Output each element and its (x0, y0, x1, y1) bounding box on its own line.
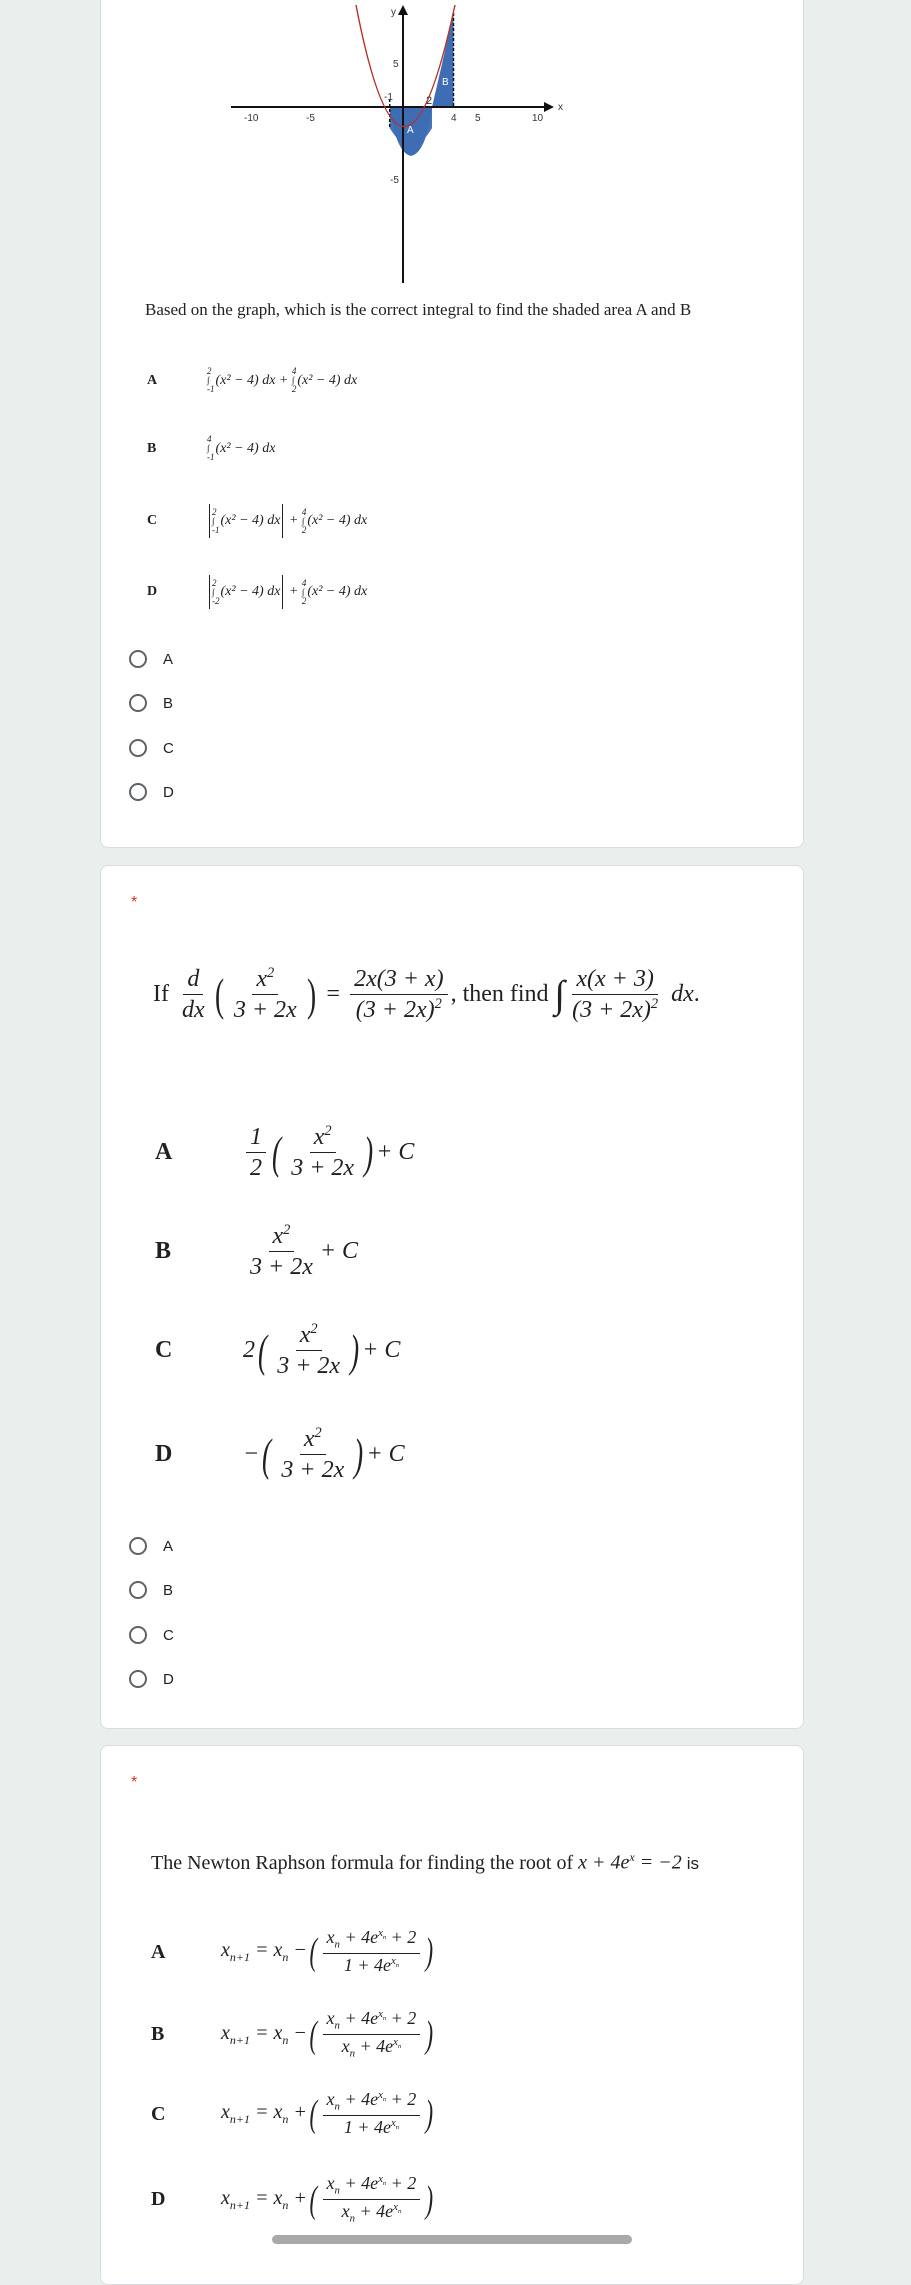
radio-label: B (163, 694, 174, 712)
choice-d: D 2 ∫ -2 (x² − 4) dx + 4 ∫ 2 (x² − 4) dx (147, 575, 367, 609)
choice-c: C 2 ∫ -1 (x² − 4) dx + 4 ∫ 2 (x² − 4) dx (147, 504, 367, 538)
question-card-3 (100, 1745, 804, 2285)
radio-option-a[interactable] (129, 646, 173, 672)
choice-a: A $x_{n+1} = x_n$ − ( $\frac{x_n + 4e^{x_n} + 2}{1 + 4e^{x_n}}$ ) (151, 1927, 434, 1976)
choice-letter: B (155, 1238, 172, 1265)
choice-letter: A (151, 1940, 166, 1963)
radio-option-d[interactable] (129, 1666, 174, 1692)
region-label-a: A (407, 125, 414, 136)
y-tick-5: 5 (393, 59, 399, 70)
choice-letter: B (147, 440, 157, 456)
choice-a: A $\frac{1}{2}$ ( $\frac{x^2}{3 + 2x}$ ) + C (155, 1123, 415, 1182)
area-graph (226, 3, 666, 293)
choice-b: B $\frac{x^2}{3 + 2x}$ + C (155, 1222, 359, 1281)
radio-button[interactable] (129, 1581, 147, 1599)
x-tick-neg10: -10 (244, 113, 259, 124)
axis-x-label: x (558, 102, 563, 113)
choice-letter: D (147, 584, 158, 599)
choice-letter: C (155, 1337, 173, 1364)
choice-c: C 2 ( $\frac{x^2}{3 + 2x}$ ) + C (155, 1321, 401, 1380)
radio-button[interactable] (129, 1670, 147, 1688)
radio-option-c[interactable] (129, 735, 174, 761)
radio-label: A (163, 650, 174, 668)
choice-letter: D (151, 2188, 166, 2211)
radio-label: C (163, 1626, 174, 1644)
choice-letter: B (151, 2023, 165, 2046)
choice-letter: C (151, 2102, 166, 2125)
radio-option-b[interactable] (129, 1577, 173, 1603)
point-label-neg1: -1 (384, 92, 393, 103)
x-tick-5: 5 (475, 113, 481, 124)
axis-y-label: y (391, 7, 396, 18)
y-tick-neg5: -5 (390, 175, 399, 186)
required-asterisk: * (131, 894, 138, 911)
question-card-2 (100, 865, 804, 1729)
region-label-b: B (442, 77, 449, 88)
radio-option-a[interactable] (129, 1533, 173, 1559)
radio-button[interactable] (129, 783, 147, 801)
choice-c: C $x_{n+1} = x_n$ + ( $\frac{x_n + 4e^{x_n} + 2}{1 + 4e^{x_n}}$ ) (151, 2089, 434, 2138)
radio-option-c[interactable] (129, 1622, 174, 1648)
radio-label: A (163, 1537, 174, 1555)
required-asterisk: * (131, 1774, 138, 1791)
choice-letter: D (155, 1441, 173, 1468)
radio-label: D (163, 1670, 174, 1688)
question-text: Based on the graph, which is the correct integral to find the shaded area A and B (145, 300, 692, 319)
radio-label: B (163, 1581, 174, 1599)
radio-button[interactable] (129, 650, 147, 668)
radio-option-d[interactable] (129, 779, 174, 805)
x-tick-4: 4 (451, 113, 457, 124)
x-tick-neg5: -5 (306, 113, 315, 124)
point-label-2: 2 (426, 95, 433, 107)
choice-b: B $x_{n+1} = x_n$ − ( $\frac{x_n + 4e^{x_n} + 2}{x_n + 4e^{x_n}}$ ) (151, 2008, 434, 2061)
radio-label: D (163, 783, 174, 801)
radio-button[interactable] (129, 1626, 147, 1644)
choice-letter: C (147, 513, 158, 528)
choice-letter: A (147, 372, 158, 388)
radio-button[interactable] (129, 1537, 147, 1555)
choice-letter: A (155, 1139, 173, 1166)
choice-d: D $x_{n+1} = x_n$ + ( $\frac{x_n + 4e^{x_n} + 2}{x_n + 4e^{x_n}}$ ) (151, 2173, 434, 2226)
choice-a: A 2 ∫ -1 (x² − 4) dx + 4 ∫ 2 (x² − 4) dx (147, 366, 358, 394)
radio-button[interactable] (129, 739, 147, 757)
x-tick-10: 10 (532, 113, 544, 124)
radio-button[interactable] (129, 694, 147, 712)
question-text: If $\frac{d}{dx}$ ( $\frac{x^2}{3 + 2x}$ ) = $\frac{2x(3 + x)}{(3 + 2x)^2}$ , then find ∫ $\frac{x(x + 3)}{(3 + 2x)^2}$ dx . (153, 965, 700, 1024)
horizontal-scrollbar[interactable] (272, 2235, 632, 2244)
question-text: The Newton Raphson formula for finding the root of $x + 4e^x = -2$ is (151, 1850, 699, 1874)
radio-option-b[interactable] (129, 690, 173, 716)
question-card-1 (100, 0, 804, 848)
choice-d: D − ( $\frac{x^2}{3 + 2x}$ ) + C (155, 1425, 405, 1484)
choice-b: B 4 ∫ -1 (x² − 4) dx (147, 434, 276, 462)
radio-label: C (163, 739, 174, 757)
